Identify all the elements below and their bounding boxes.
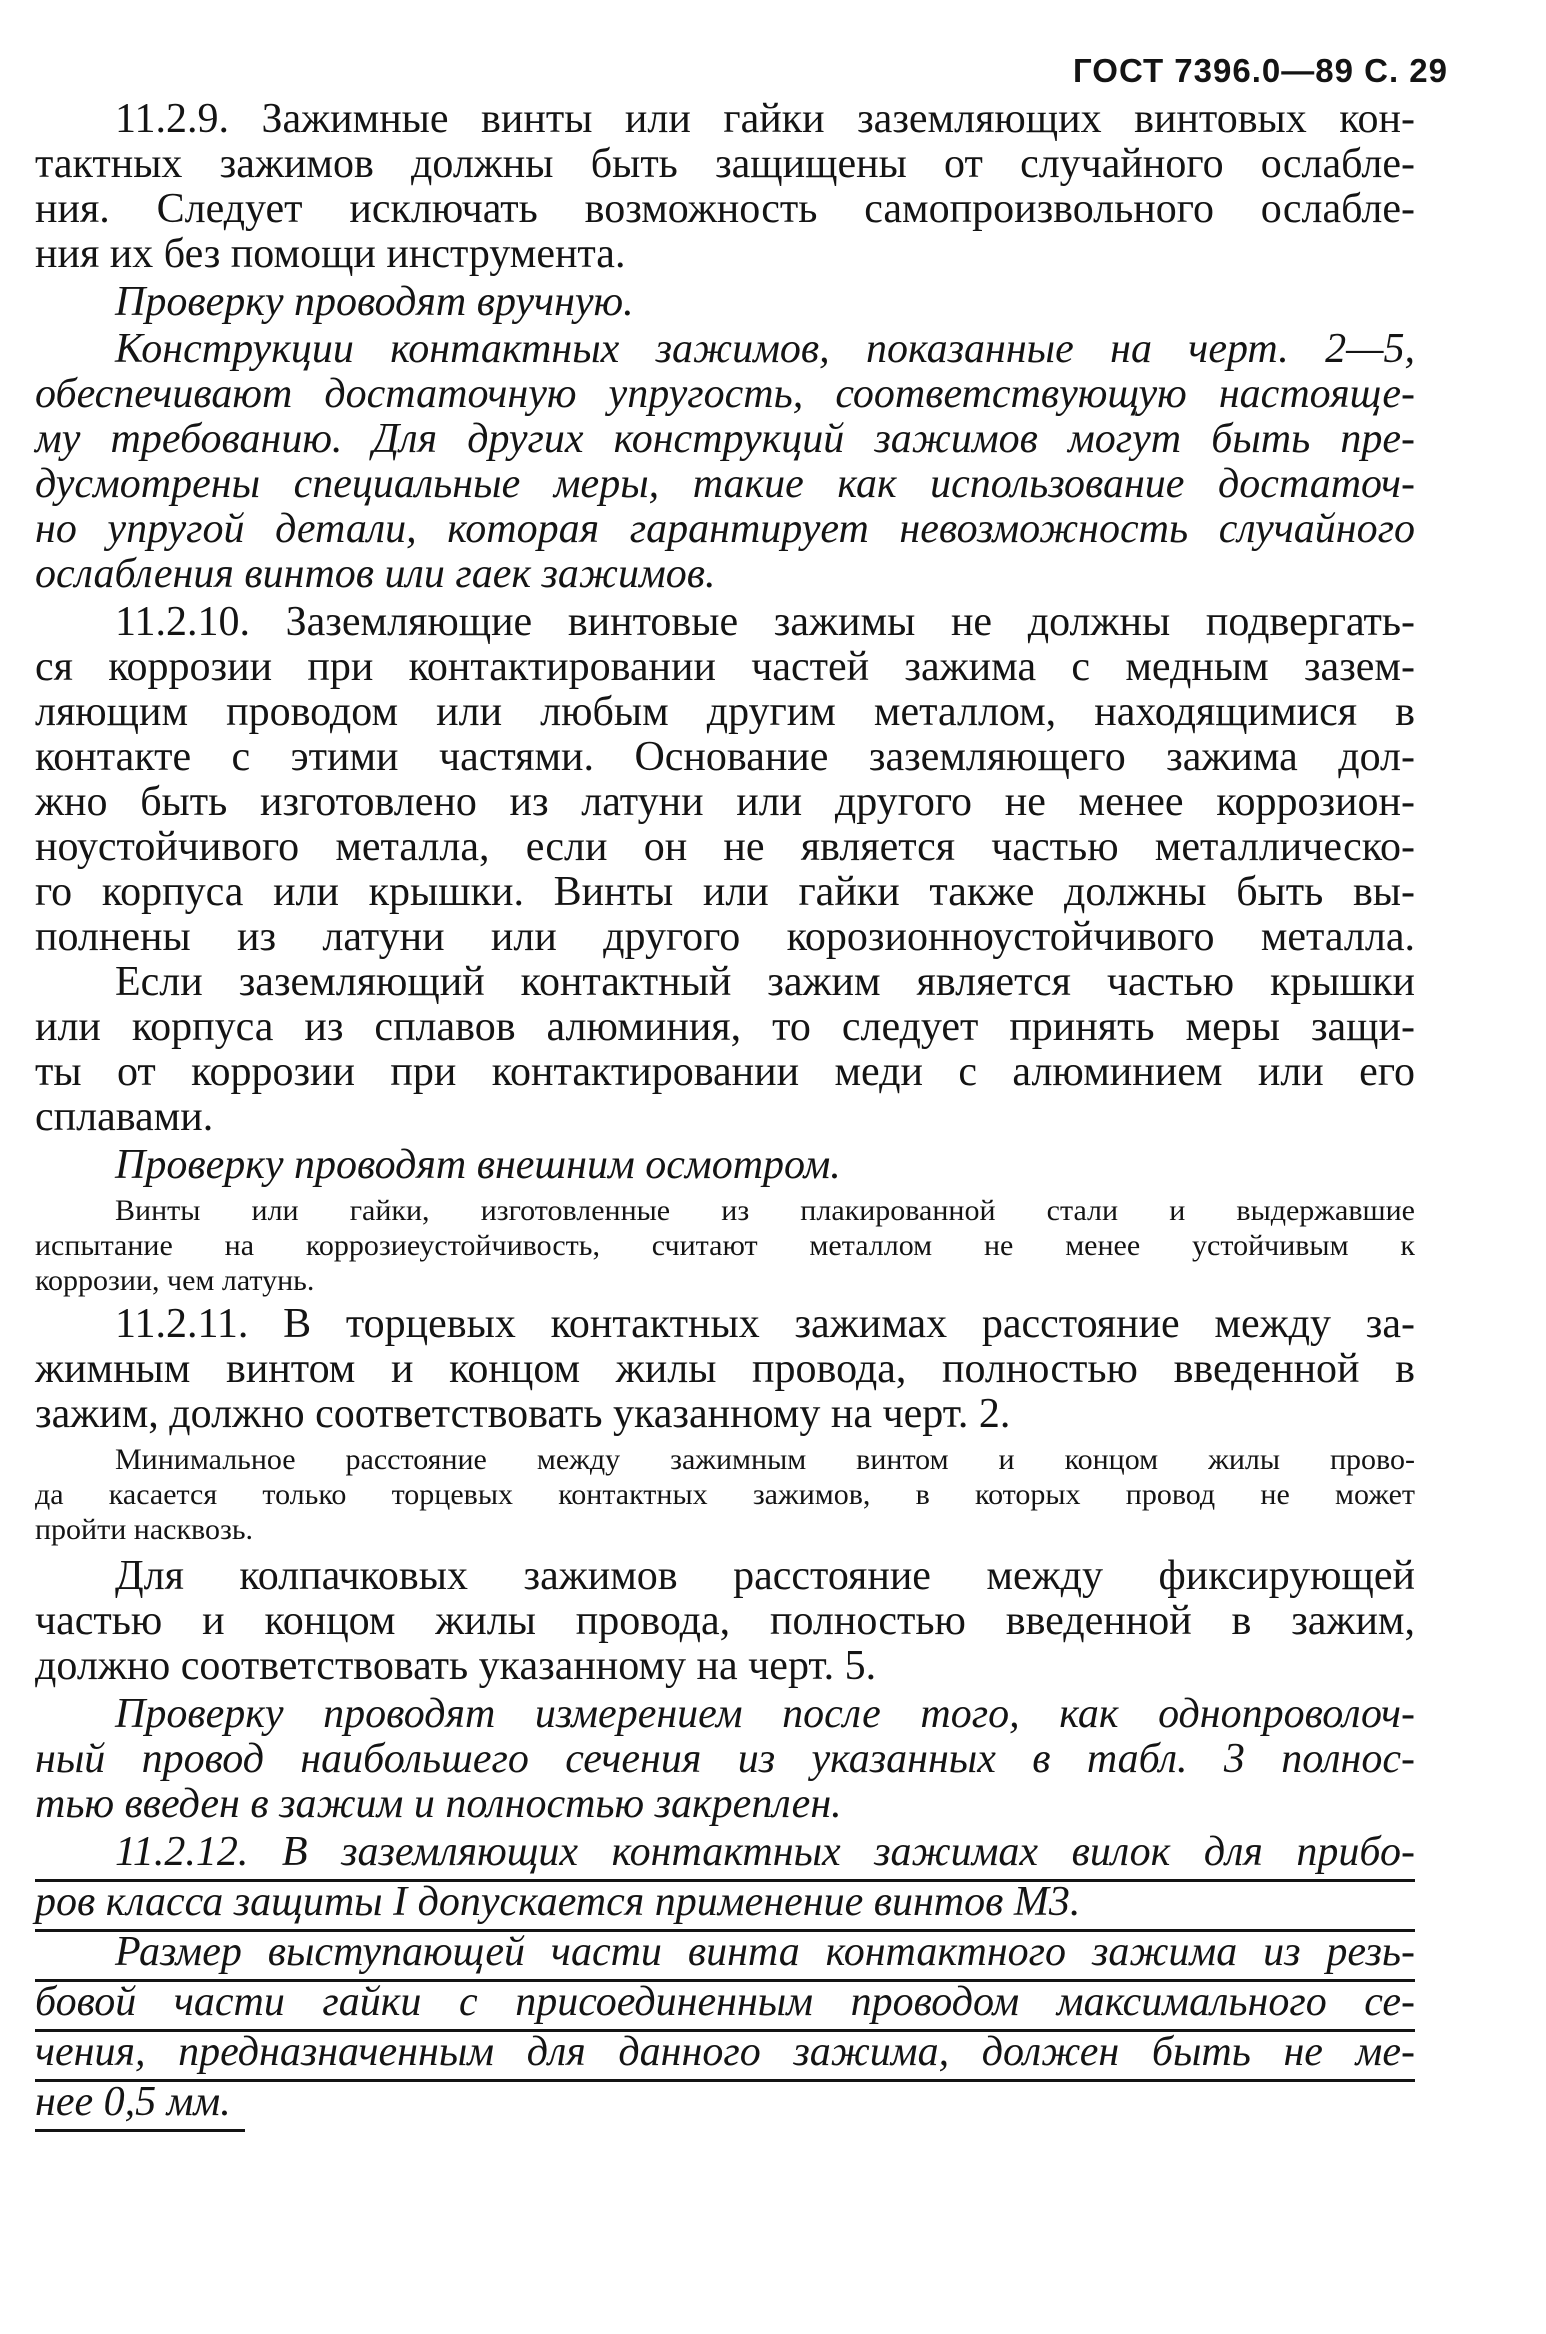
text-line: полнены из латуни или другого корозионноустойчивого металла. (35, 914, 1415, 960)
text-line: должно соответствовать указанному на черт. 5. (35, 1643, 877, 1689)
text-line: нее 0,5 мм. (35, 2079, 231, 2125)
text-line: 11.2.9. Зажимные винты или гайки заземляющих винтовых кон- (115, 96, 1415, 142)
text-line: обеспечивают достаточную упругость, соответствующую настояще- (35, 371, 1415, 417)
underline-rule (35, 2129, 245, 2132)
note-line: Минимальное расстояние между зажимным винтом и концом жилы прово- (115, 1443, 1415, 1476)
text-line: сплавами. (35, 1094, 214, 1140)
note-line: Винты или гайки, изготовленные из плакированной стали и выдержавшие (115, 1194, 1415, 1227)
text-line: 11.2.10. Заземляющие винтовые зажимы не должны подвергать- (115, 599, 1415, 645)
text-line: зажим, должно соответствовать указанному на черт. 2. (35, 1391, 1011, 1437)
text-line: дусмотрены специальные меры, такие как использование достаточ- (35, 461, 1415, 507)
note-line: испытание на коррозиеустойчивость, считают металлом не менее устойчивым к (35, 1229, 1415, 1262)
note-line: да касается только торцевых контактных зажимов, в которых провод не может (35, 1478, 1415, 1511)
text-line: или корпуса из сплавов алюминия, то следует принять меры защи- (35, 1004, 1415, 1050)
text-line: ноустойчивого металла, если он не является частью металлическо- (35, 824, 1415, 870)
text-line: но упругой детали, которая гарантирует невозможность случайного (35, 506, 1415, 552)
text-line: Размер выступающей части винта контактного зажима из резь- (115, 1929, 1415, 1975)
verification-note: Проверку проводят внешним осмотром. (115, 1142, 841, 1188)
text-line: ся коррозии при контактировании частей зажима с медным зазем- (35, 644, 1415, 690)
text-line: частью и концом жилы провода, полностью введенной в зажим, (35, 1598, 1415, 1644)
text-line: ты от коррозии при контактировании меди с алюминием или его (35, 1049, 1415, 1095)
text-line: бовой части гайки с присоединенным проводом максимального се- (35, 1979, 1415, 2025)
text-line: Если заземляющий контактный зажим является частью крышки (115, 959, 1415, 1005)
text-line: ляющим проводом или любым другим металлом, находящимися в (35, 689, 1415, 735)
text-line: тактных зажимов должны быть защищены от случайного ослабле- (35, 141, 1415, 187)
text-line: ослабления винтов или гаек зажимов. (35, 551, 716, 597)
text-line: 11.2.11. В торцевых контактных зажимах расстояние между за- (115, 1301, 1415, 1347)
text-line: Для колпачковых зажимов расстояние между фиксирующей (115, 1553, 1415, 1599)
text-line: ный провод наибольшего сечения из указанных в табл. 3 полнос- (35, 1736, 1415, 1782)
text-line: ров класса защиты I допускается применение винтов М3. (35, 1879, 1081, 1925)
running-header: ГОСТ 7396.0—89 С. 29 (1073, 52, 1448, 89)
text-line: ния их без помощи инструмента. (35, 231, 626, 277)
note-line: пройти насквозь. (35, 1513, 254, 1546)
text-line: жно быть изготовлено из латуни или другого не менее коррозион- (35, 779, 1415, 825)
text-line: контакте с этими частями. Основание заземляющего зажима дол- (35, 734, 1415, 780)
text-line: жимным винтом и концом жилы провода, полностью введенной в (35, 1346, 1415, 1392)
text-line: чения, предназначенным для данного зажима, должен быть не ме- (35, 2029, 1415, 2075)
text-line: му требованию. Для других конструкций зажимов могут быть пре- (35, 416, 1415, 462)
text-line: 11.2.12. В заземляющих контактных зажимах вилок для прибо- (115, 1829, 1415, 1875)
text-line: го корпуса или крышки. Винты или гайки также должны быть вы- (35, 869, 1415, 915)
note-line: коррозии, чем латунь. (35, 1264, 315, 1297)
text-line: Проверку проводят измерением после того, как однопроволоч- (115, 1691, 1415, 1737)
verification-note: Проверку проводят вручную. (115, 279, 634, 325)
text-line: ния. Следует исключать возможность самопроизвольного ослабле- (35, 186, 1415, 232)
text-line: тью введен в зажим и полностью закреплен. (35, 1781, 842, 1827)
text-line: Конструкции контактных зажимов, показанные на черт. 2—5, (115, 326, 1415, 372)
